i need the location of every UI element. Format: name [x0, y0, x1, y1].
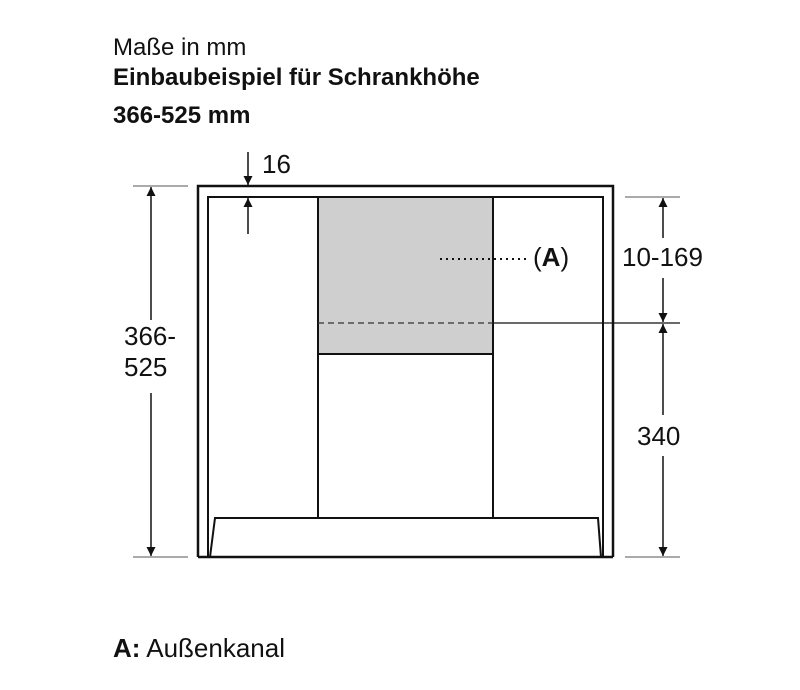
legend-text: Außenkanal	[146, 633, 285, 663]
top-offset-label: 16	[262, 149, 291, 179]
callout-key: A	[541, 242, 561, 272]
hood-canopy	[210, 518, 601, 557]
lower-height-label: 340	[637, 421, 681, 451]
diagram-title-range: 366-525 mm	[113, 102, 251, 129]
callout-paren-open: (	[533, 242, 542, 272]
cabinet-height-label-1: 366-	[124, 321, 177, 351]
diagram-title: Einbaubeispiel für Schrankhöhe	[113, 64, 480, 91]
units-note: Maße in mm	[113, 34, 247, 61]
legend	[113, 632, 285, 664]
legend-key: A:	[113, 633, 141, 663]
external-duct	[318, 197, 493, 354]
hood-chimney	[318, 354, 493, 517]
callout-paren-close: )	[560, 242, 570, 272]
callout-label	[533, 242, 569, 272]
upper-range-label: 10-169	[622, 242, 703, 272]
cabinet-height-label-2: 525	[124, 352, 168, 382]
